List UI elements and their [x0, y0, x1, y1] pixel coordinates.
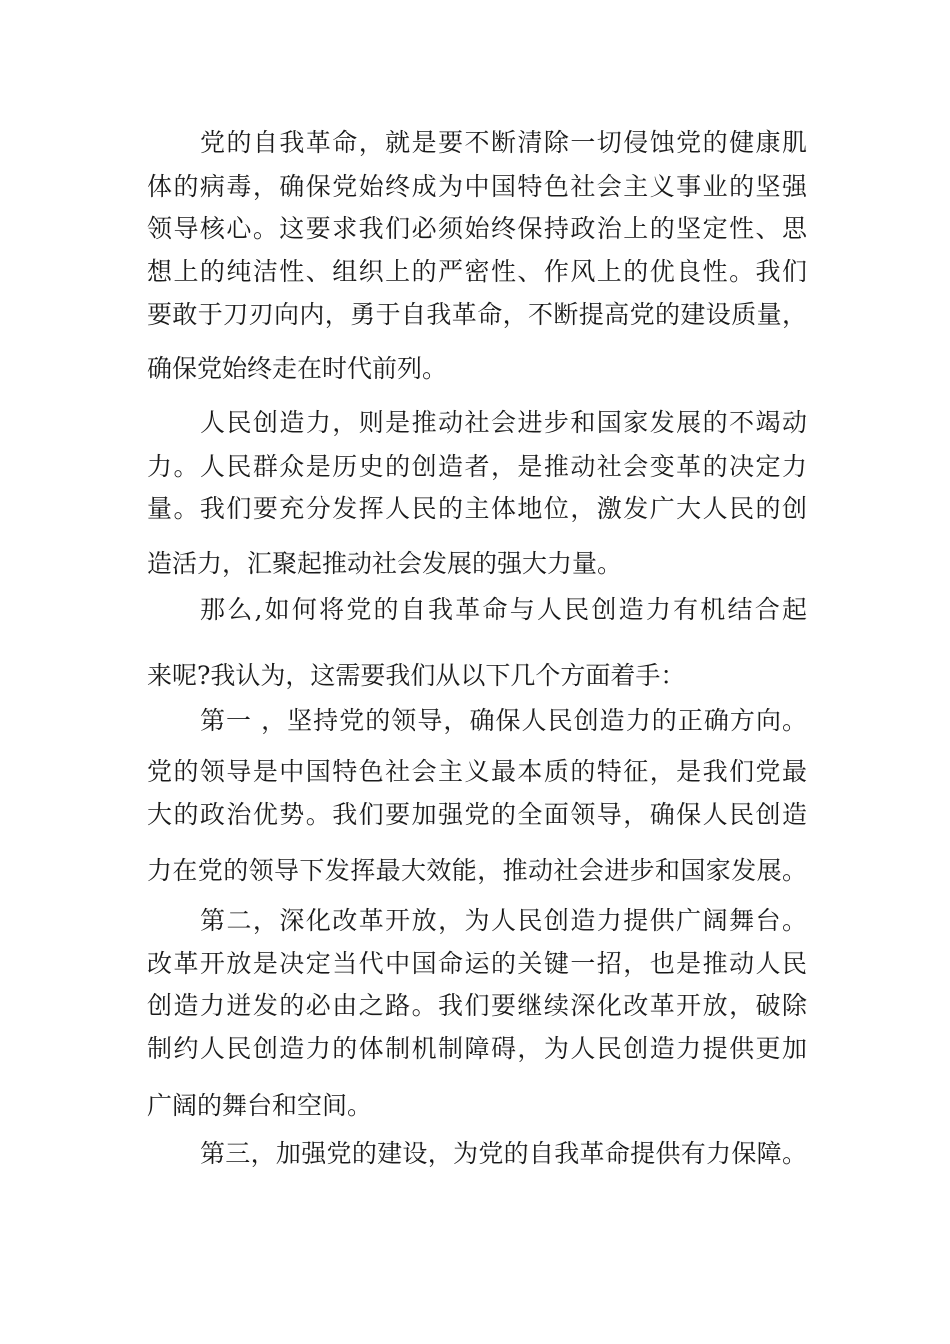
text-line: 第一 ，坚持党的领导，确保人民创造力的正确方向。 — [200, 706, 807, 735]
text-line: 想上的纯洁性、组织上的严密性、作风上的优良性。我们 — [147, 257, 807, 286]
text-line: 量。我们要充分发挥人民的主体地位，激发广大人民的创 — [147, 494, 807, 523]
text-line: 造活力，汇聚起推动社会发展的强大力量。 — [147, 549, 623, 578]
text-line: 第三，加强党的建设，为党的自我革命提供有力保障。 — [200, 1139, 807, 1168]
text-line: 第二，深化改革开放，为人民创造力提供广阔舞台。 — [200, 906, 807, 935]
text-line: 制约人民创造力的体制机制障碍，为人民创造力提供更加 — [147, 1034, 807, 1063]
text-line: 党的领导是中国特色社会主义最本质的特征，是我们党最 — [147, 757, 807, 786]
text-line: 力。人民群众是历史的创造者，是推动社会变革的决定力 — [147, 452, 807, 481]
text-line: 党的自我革命，就是要不断清除一切侵蚀党的健康肌 — [200, 128, 807, 157]
text-line: 要敢于刀刃向内，勇于自我革命，不断提高党的建设质量， — [147, 300, 807, 329]
text-line: 人民创造力，则是推动社会进步和国家发展的不竭动 — [200, 408, 807, 437]
text-line: 那么,如何将党的自我革命与人民创造力有机结合起 — [200, 595, 807, 624]
text-line: 体的病毒，确保党始终成为中国特色社会主义事业的坚强 — [147, 172, 807, 201]
text-line: 确保党始终走在时代前列。 — [147, 354, 448, 383]
text-line: 力在党的领导下发挥最大效能，推动社会进步和国家发展。 — [147, 856, 807, 885]
text-line: 改革开放是决定当代中国命运的关键一招，也是推动人民 — [147, 949, 807, 978]
text-line: 广阔的舞台和空间。 — [147, 1091, 373, 1120]
text-line: 来呢?我认为，这需要我们从以下几个方面着手： — [147, 661, 686, 690]
text-line: 领导核心。这要求我们必须始终保持政治上的坚定性、思 — [147, 214, 807, 243]
text-line: 创造力迸发的必由之路。我们要继续深化改革开放，破除 — [147, 991, 807, 1020]
text-line: 大的政治优势。我们要加强党的全面领导，确保人民创造 — [147, 800, 807, 829]
